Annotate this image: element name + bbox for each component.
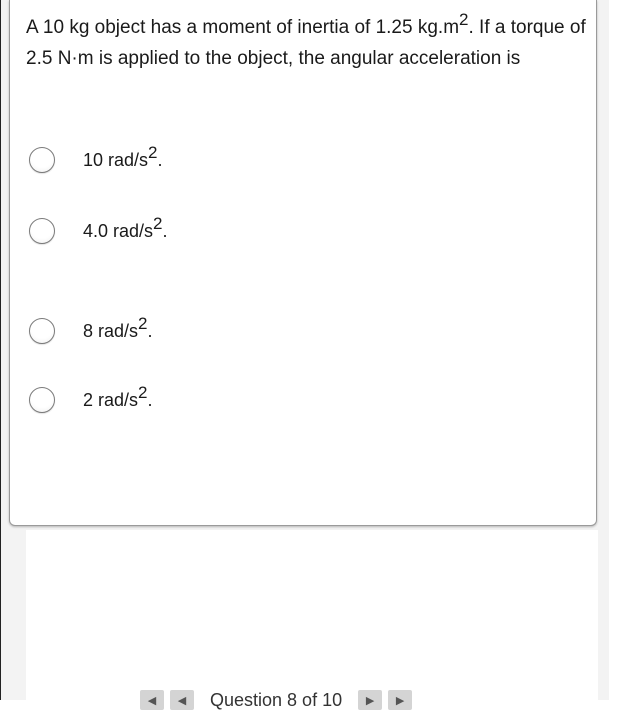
question-text-part-1: A 10 kg object has a moment of inertia of 1.25 kg.m <box>26 17 460 38</box>
radio-icon[interactable] <box>29 147 55 173</box>
option-superscript: 2 <box>138 313 148 333</box>
option-value: 8 rad/s <box>83 320 139 341</box>
radio-icon[interactable] <box>29 218 55 244</box>
question-text-part-2: . If a torque of 2.5 N·m is applied to the object, the angular acceleration is <box>26 17 586 69</box>
option-suffix: . <box>147 320 153 341</box>
question-navigation <box>140 690 412 710</box>
radio-icon[interactable] <box>29 318 55 344</box>
option-value: 2 rad/s <box>83 389 139 410</box>
lower-content-area <box>26 530 598 700</box>
option-suffix: . <box>162 220 168 241</box>
option-superscript: 2 <box>153 213 163 233</box>
last-question-icon[interactable]: ▶ <box>388 690 412 710</box>
option-superscript: 2 <box>138 382 148 402</box>
question-progress: Question 8 of 10 <box>210 690 343 710</box>
question-card <box>9 0 597 526</box>
right-margin <box>609 0 639 700</box>
option-superscript: 2 <box>148 142 158 162</box>
answer-option-label <box>83 313 153 342</box>
option-value: 4.0 rad/s <box>83 220 154 241</box>
next-question-icon[interactable]: ▶ <box>358 690 382 710</box>
option-suffix: . <box>157 149 163 170</box>
answer-option-1[interactable] <box>29 142 163 175</box>
option-value: 10 rad/s <box>83 149 149 170</box>
answer-option-label <box>83 142 163 171</box>
question-text <box>26 12 586 74</box>
first-question-icon[interactable]: ◀ <box>140 690 164 710</box>
answer-option-3[interactable] <box>29 313 153 346</box>
question-superscript: 2 <box>459 10 469 29</box>
answer-option-label <box>83 382 153 411</box>
answer-option-2[interactable] <box>29 213 168 246</box>
answer-option-label <box>83 213 168 242</box>
radio-icon[interactable] <box>29 387 55 413</box>
previous-question-icon[interactable]: ◀ <box>170 690 194 710</box>
answer-option-4[interactable] <box>29 382 153 415</box>
option-suffix: . <box>147 389 153 410</box>
